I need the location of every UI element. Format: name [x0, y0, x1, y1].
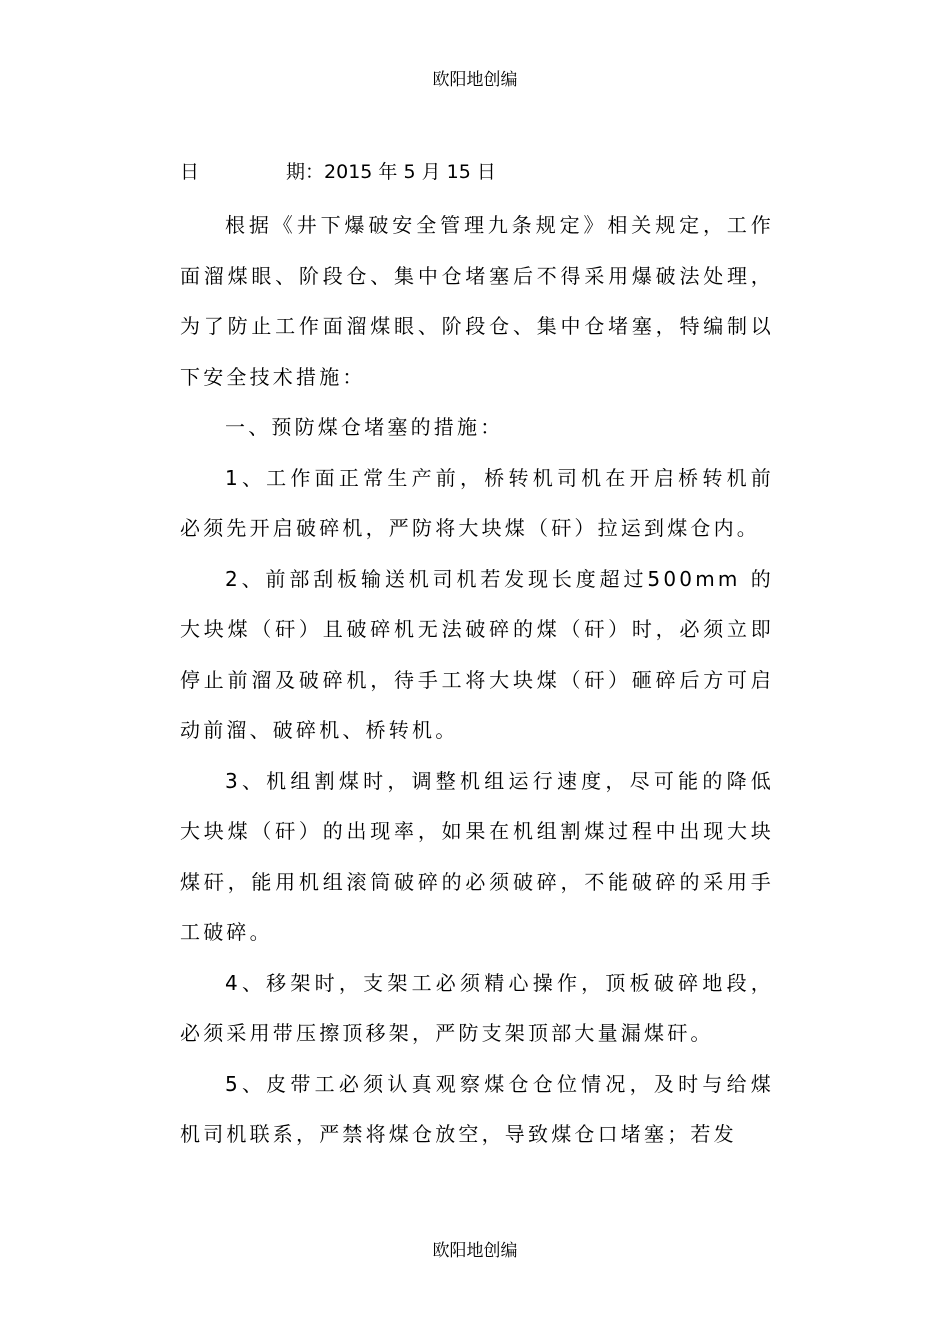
paragraph-item-5: 5、皮带工必须认真观察煤仓仓位情况，及时与给煤机司机联系，严禁将煤仓放空，导致煤仓口堵塞；若发: [180, 1071, 774, 1146]
section-heading-1: 一、预防煤仓堵塞的措施：: [225, 415, 504, 439]
paragraph-item-1: 1、工作面正常生产前，桥转机司机在开启桥转机前必须先开启破碎机，严防将大块煤（矸）拉运到煤仓内。: [180, 465, 774, 540]
paragraph-intro: 根据《井下爆破安全管理九条规定》相关规定，工作面溜煤眼、阶段仓、集中仓堵塞后不得采用爆破法处理，为了防止工作面溜煤眼、阶段仓、集中仓堵塞，特编制以下安全技术措施：: [180, 213, 774, 389]
page-header: 欧阳地创编: [432, 70, 518, 90]
document-body: [180, 200, 774, 1160]
date-label-end: 期：: [286, 161, 325, 183]
date-value: 2015 年 5 月 15 日: [324, 161, 496, 183]
date-label-start: 日: [180, 161, 200, 183]
date-line: [180, 158, 496, 186]
page-footer: 欧阳地创编: [432, 1241, 518, 1261]
paragraph-item-3: 3、机组割煤时，调整机组运行速度，尽可能的降低大块煤（矸）的出现率，如果在机组割煤过程中出现大块煤矸，能用机组滚筒破碎的必须破碎，不能破碎的采用手工破碎。: [180, 768, 774, 944]
paragraph-item-4: 4、移架时，支架工必须精心操作，顶板破碎地段，必须采用带压擦顶移架，严防支架顶部大量漏煤矸。: [180, 970, 774, 1045]
paragraph-item-2: 2、前部刮板输送机司机若发现长度超过500mm 的大块煤（矸）且破碎机无法破碎的煤（矸）时，必须立即停止前溜及破碎机，待手工将大块煤（矸）砸碎后方可启动前溜、破碎机、桥转机。: [180, 566, 774, 742]
